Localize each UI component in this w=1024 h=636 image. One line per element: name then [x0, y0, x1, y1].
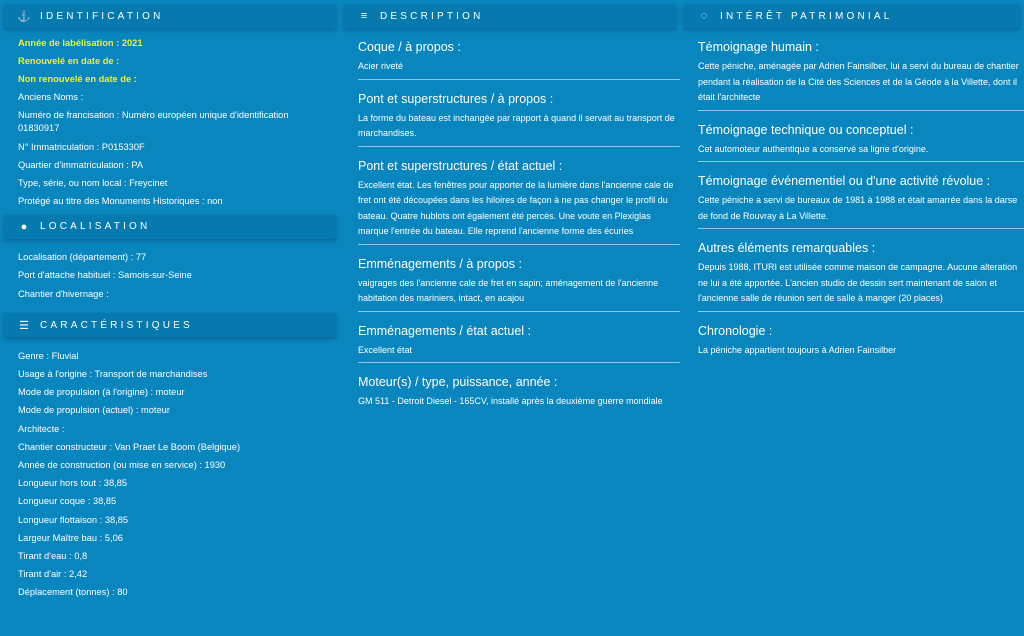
field-text: Année de labélisation :	[18, 37, 122, 48]
interet-title: INTÉRÊT PATRIMONIAL	[720, 10, 893, 22]
section-title: Moteur(s) / type, puissance, année :	[358, 375, 558, 389]
description-section	[344, 159, 680, 245]
description-sections	[344, 40, 680, 410]
section-title: Chronologie :	[698, 323, 773, 338]
field-type: Type, série, ou nom local : Freycinet	[18, 177, 168, 188]
divider	[358, 146, 680, 147]
caracteristiques-title: CARACTÉRISTIQUES	[40, 319, 193, 331]
caracteristiques-fields	[0, 337, 340, 602]
field-port: Port d'attache habituel : Samois-sur-Seine	[18, 270, 192, 281]
field-quartier: Quartier d'immatriculation : PA	[18, 159, 144, 170]
description-title: DESCRIPTION	[380, 10, 484, 22]
section-body: Acier riveté	[358, 61, 404, 71]
identification-fields	[0, 28, 340, 211]
field-usage: Usage à l'origine : Transport de marchandises	[18, 369, 208, 380]
section-body: Cette péniche, aménagée par Adrien Fainsilber, lui a servi du bureau de chantier pendant la réalisation de la Cité des Sciences et de la Géode à la Villette, dont il était l'architecte	[698, 61, 1019, 102]
description-section	[344, 40, 680, 80]
section-title: Témoignage technique ou conceptuel :	[698, 122, 914, 137]
middle-column	[344, 0, 680, 410]
field-chantier: Chantier constructeur : Van Praet Le Boom (Belgique)	[18, 441, 241, 452]
caracteristiques-header	[4, 313, 336, 337]
section-body: Cette péniche a servi de bureaux de 1981 à 1988 et était amarrée dans la darse de fond de Rouvray à La Villette.	[698, 195, 1018, 221]
description-section	[344, 375, 680, 410]
divider	[358, 311, 680, 312]
localisation-title: LOCALISATION	[40, 221, 151, 233]
description-section	[344, 257, 680, 312]
divider	[358, 244, 680, 245]
field-tirant-air: Tirant d'air : 2,42	[18, 569, 88, 580]
right-column	[684, 0, 1024, 358]
localisation-fields	[0, 239, 340, 304]
field-renewed: Renouvelé en date de :	[18, 55, 120, 66]
section-body: Excellent état. Les fenêtres pour apporter de la lumière dans l'ancienne cale de fret ont été découpées dans les hiloires de façon à ne pas changer le profil du bateau. Quatre hublots ont également été percés. Une voute en Plexiglas marque l'entrée du bateau. Elle reprend l'ancienne forme des écuries	[358, 179, 674, 236]
localisation-header	[4, 215, 336, 239]
interet-header	[684, 4, 1020, 28]
section-body: Cet automoteur authentique a conservé sa ligne d'origine.	[698, 143, 929, 154]
comment-icon: ◌	[700, 10, 708, 22]
interet-section	[684, 123, 1024, 163]
divider	[698, 311, 1024, 312]
field-propulsion-origine: Mode de propulsion (à l'origine) : moteur	[18, 387, 185, 398]
divider	[358, 79, 680, 80]
identification-header	[4, 4, 336, 28]
interet-section	[684, 40, 1024, 111]
field-value: 2021	[121, 37, 143, 48]
interet-section	[684, 324, 1024, 359]
field-departement: Localisation (département) : 77	[18, 252, 147, 263]
interet-section	[684, 174, 1024, 229]
description-section	[344, 92, 680, 147]
sliders-icon: ☰	[19, 319, 29, 332]
section-title: Autres éléments remarquables :	[698, 241, 876, 255]
divider	[358, 362, 680, 363]
align-left-icon: ≡	[360, 10, 368, 22]
section-title: Pont et superstructures / à propos :	[358, 91, 554, 106]
section-title: Coque / à propos :	[358, 40, 461, 54]
left-column	[0, 0, 340, 602]
section-title: Témoignage humain :	[698, 40, 819, 54]
interet-sections	[684, 40, 1024, 358]
section-title: Emménagements / état actuel :	[358, 323, 532, 338]
field-immatriculation: N° Immatriculation : P015330F	[18, 141, 145, 152]
section-body: La péniche appartient toujours à Adrien Fainsilber	[698, 344, 897, 355]
field-propulsion-actuel: Mode de propulsion (actuel) : moteur	[18, 405, 170, 416]
identification-title: IDENTIFICATION	[40, 10, 164, 22]
map-marker-icon: ●	[20, 220, 28, 233]
divider	[698, 110, 1024, 111]
field-longueur-flottaison: Longueur flottaison : 38,85	[18, 514, 129, 525]
field-monument: Protégé au titre des Monuments Historiques : non	[18, 196, 223, 207]
field-largeur: Largeur Maître bau : 5,06	[18, 532, 123, 543]
field-annee-construction: Année de construction (ou mise en service) : 1930	[18, 459, 226, 470]
section-body: La forme du bateau est inchangée par rapport à quand il servait au transport de marchandises.	[358, 112, 675, 138]
field-not-renewed: Non renouvelé en date de :	[18, 73, 137, 84]
description-section	[344, 324, 680, 364]
field-architecte: Architecte :	[18, 423, 65, 434]
section-title: Emménagements / à propos :	[358, 256, 522, 271]
field-label-year	[18, 34, 340, 52]
field-genre: Genre : Fluvial	[18, 350, 79, 361]
field-deplacement: Déplacement (tonnes) : 80	[18, 587, 128, 598]
interet-section	[684, 241, 1024, 312]
field-longueur-hors-tout: Longueur hors tout : 38,85	[18, 478, 128, 489]
section-title: Témoignage événementiel ou d'une activité révolue :	[698, 174, 991, 188]
field-francisation: Numéro de francisation : Numéro européen unique d'identification 01830917	[18, 110, 289, 134]
description-header	[344, 4, 676, 28]
section-body: Excellent état	[358, 344, 413, 355]
anchor-icon: ⚓	[17, 10, 31, 23]
section-body: vaigrages des l'ancienne cale de fret en sapin; aménagement de l'ancienne habitation des mariniers, intact, en acajou	[358, 277, 659, 303]
divider	[698, 228, 1024, 229]
divider	[698, 161, 1024, 162]
field-tirant-eau: Tirant d'eau : 0,8	[18, 550, 88, 561]
field-hivernage: Chantier d'hivernage :	[18, 288, 109, 299]
field-former-names: Anciens Noms :	[18, 92, 84, 103]
field-longueur-coque: Longueur coque : 38,85	[18, 496, 117, 507]
section-title: Pont et superstructures / état actuel :	[358, 158, 563, 173]
section-body: Depuis 1988, ITURI est utilisée comme maison de campagne. Aucune alteration ne lui a été apportée. L'ancien studio de dessin sert maintenant de salon et l'ancienne salle de réunion sert de salle à manger (20 places)	[698, 262, 1018, 303]
section-body: GM 511 - Detroit Diesel - 165CV, installé après la deuxième guerre mondiale	[358, 396, 663, 406]
